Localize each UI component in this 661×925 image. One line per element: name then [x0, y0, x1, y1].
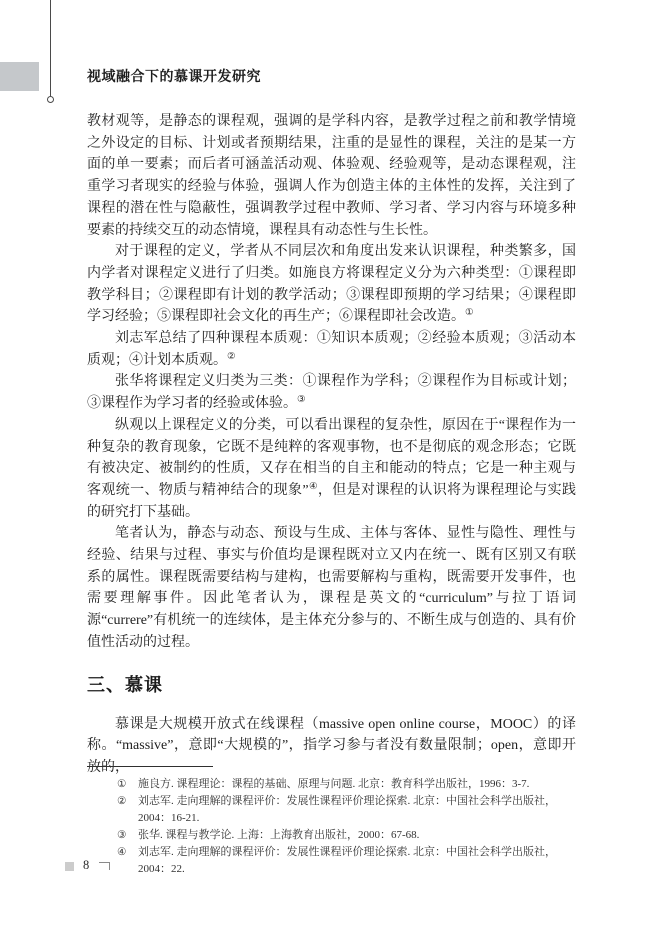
paragraph-1: 教材观等，是静态的课程观，强调的是学科内容，是教学过程之前和教学情境之外设定的目标、计划或者预期结果，注重的是显性的课程，关注的是某一方面的单一要素；而后者可涵盖活动观、体验观、经验观等，是动态课程观，注重学习者现实的经验与体验，强调人作为创造主体的主体性的发挥，关注到了课程的潜在性与隐蔽性，强调教学过程中教师、学习者、学习内容与环境多种要素的持续交互的动态情境，课程具有动态性与生长性。: [87, 114, 576, 238]
footer-corner-mark-icon: [99, 862, 110, 870]
paragraph-4: 张华将课程定义归类为三类：①课程作为学科；②课程作为目标或计划；③课程作为学习者的经验或体验。③: [87, 374, 576, 412]
top-vertical-rule: [50, 0, 51, 96]
section-heading: 三、慕课: [87, 674, 163, 695]
footnote-text: 刘志军. 走向理解的课程评价：发展性课程评价理论探索. 北京：中国社会科学出版社，2004：16-21.: [138, 795, 556, 824]
footnote-separator: [87, 766, 213, 767]
footnote-text: 刘志军. 走向理解的课程评价：发展性课程评价理论探索. 北京：中国社会科学出版社，2004：22.: [138, 846, 556, 875]
footnote-marker: ①: [117, 779, 127, 790]
margin-gray-block: [0, 62, 39, 91]
running-head: 视域融合下的慕课开发研究: [87, 70, 261, 85]
footer-square-icon: [65, 862, 74, 871]
footnote-4: [87, 844, 576, 878]
footnotes: [87, 766, 576, 878]
paragraph-7: 慕课是大规模开放式在线课程（massive open online course，MOOC）的译称。“massive”，意即“大规模的”，指学习参与者没有数量限制；open，意即开放的，: [87, 716, 576, 775]
footnote-marker: ②: [117, 796, 127, 807]
footnote-1: [87, 776, 576, 793]
paragraph-2: 对于课程的定义，学者从不同层次和角度出发来认识课程，种类繁多，国内学者对课程定义进行了归类。如施良方将课程定义分为六种类型：①课程即教学科目；②课程即有计划的教学活动；③课程即预期的学习结果；④课程即学习经验；⑤课程即社会文化的再生产；⑥课程即社会改造。①: [87, 244, 576, 325]
footnote-text: 施良方. 课程理论：课程的基础、原理与问题. 北京：教育科学出版社，1996：3-7.: [138, 778, 530, 790]
rule-end-circle-icon: [47, 96, 54, 103]
footnote-text: 张华. 课程与教学论. 上海：上海教育出版社，2000：67-68.: [138, 829, 420, 841]
body-text: [87, 111, 576, 779]
footnote-marker: ④: [117, 847, 127, 858]
footnote-marker: ③: [117, 830, 127, 841]
paragraph-3: 刘志军总结了四种课程本质观：①知识本质观；②经验本质观；③活动本质观；④计划本质观。②: [87, 331, 576, 368]
footnote-2: [87, 793, 576, 827]
page-number: 8: [83, 858, 90, 872]
footnote-3: [87, 827, 576, 844]
paragraph-5: 纵观以上课程定义的分类，可以看出课程的复杂性，原因在于“课程作为一种复杂的教育现象，它既不是纯粹的客观事物，也不是彻底的观念形态；它既有被决定、被制约的性质，又存在相当的自主和能动的特点；它是一种主观与客观统一、物质与精神结合的现象”④，但是对课程的认识将为课程理论与实践的研究打下基础。: [87, 417, 576, 520]
paragraph-6: 笔者认为，静态与动态、预设与生成、主体与客体、显性与隐性、理性与经验、结果与过程、事实与价值均是课程既对立又内在统一、既有区别又有联系的属性。课程既需要结构与建构，也需要解构与重构，既需要开发事件，也需要理解事件。因此笔者认为，课程是英文的“curriculum”与拉丁语词源“currere”有机统一的连续体，是主体充分参与的、不断生成与创造的、具有价值性活动的过程。: [87, 526, 576, 650]
